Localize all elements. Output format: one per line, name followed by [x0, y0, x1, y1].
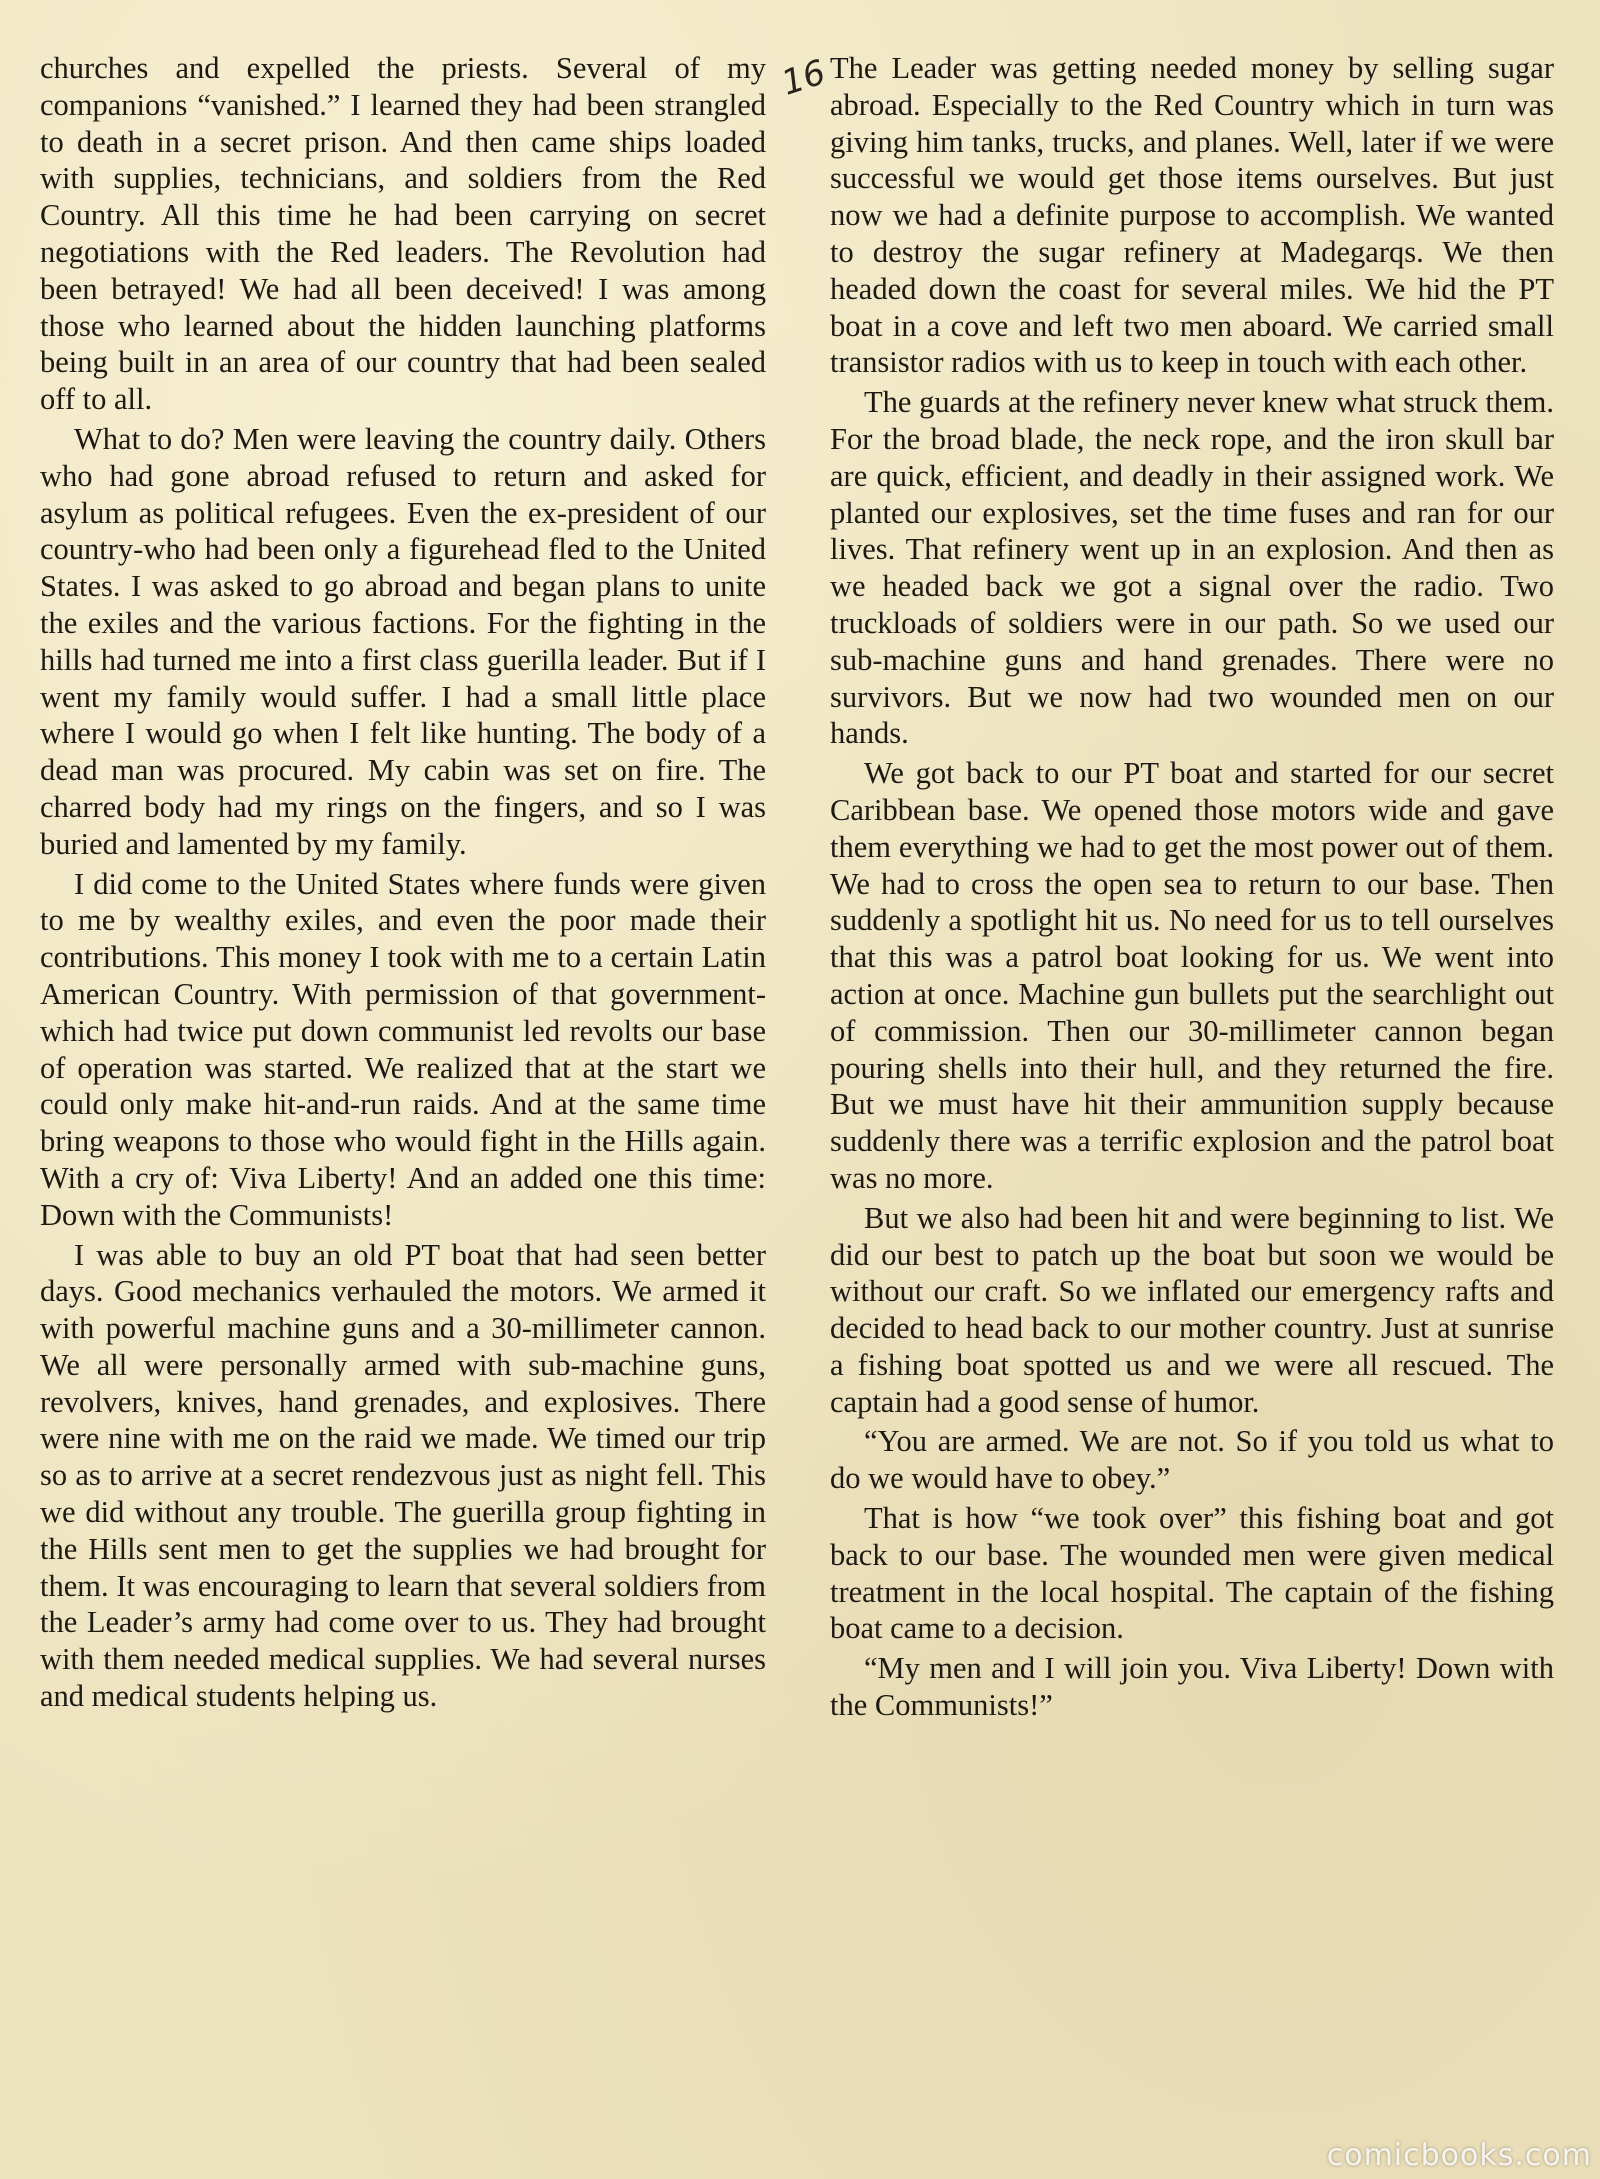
paragraph: We got back to our PT boat and started for our secret Caribbean base. We opened those motors wide and gave them everything we had to get the most power out of them. We had to cross the open sea to return to our base. Then suddenly a spotlight hit us. No need for us to tell ourselves that this was a patrol boat looking for us. We went into action at once. Machine gun bullets put the searchlight out of commission. Then our 30-millimeter cannon began pouring shells into their hull, and they returned the fire. But we must have hit their ammunition supply because suddenly there was a terrific explosion and the patrol boat was no more. [830, 756, 1554, 1195]
paragraph: But we also had been hit and were beginning to list. We did our best to patch up the boat but soon we would be without our craft. So we inflated our emergency rafts and decided to head back to our mother country. Just at sunrise a fishing boat spotted us and we were all rescued. The captain had a good sense of humor. [830, 1200, 1554, 1419]
paragraph: What to do? Men were leaving the country daily. Others who had gone abroad refused to return and asked for asylum as political refugees. Even the ex-president of our country-who had been only a figurehead fled to the United States. I was asked to go abroad and began plans to unite the exiles and the various factions. For the fighting in the hills had turned me into a first class guerilla leader. But if I went my family would suffer. I had a small little place where I would go when I felt like hunting. The body of a dead man was procured. My cabin was set on fire. The charred body had my rings on the fingers, and so I was buried and lamented by my family. [40, 421, 766, 861]
paragraph: That is how “we took over” this fishing boat and got back to our base. The wounded men were given medical treatment in the local hospital. The captain of the fishing boat came to a decision. [830, 1501, 1554, 1646]
watermark: comicbooks.com [1326, 2138, 1592, 2173]
paragraph: I did come to the United States where funds were given to me by wealthy exiles, and even the poor made their contributions. This money I took with me to a certain Latin American Country. With permission of that government-which had twice put down communist led revolts our base of operation was started. We realized that at the start we could only make hit-and-run raids. And at the same time bring weapons to those who would fight in the Hills again. With a cry of: Viva Liberty! And an added one this time: Down with the Communists! [40, 866, 766, 1232]
paragraph: “You are armed. We are not. So if you told us what to do we would have to obey.” [830, 1424, 1554, 1496]
left-text-column [40, 50, 766, 1715]
paragraph: I was able to buy an old PT boat that had seen better days. Good mechanics verhauled the motors. We armed it with powerful machine guns and a 30-millimeter cannon. We all were personally armed with sub-machine guns, revolvers, knives, hand grenades, and explosives. There were nine with me on the raid we made. We timed our trip so as to arrive at a secret rendezvous just as night fell. This we did without any trouble. The guerilla group fighting in the Hills sent men to get the supplies we had brought for them. It was encouraging to learn that several soldiers from the Leader’s army had come over to us. They had brought with them needed medical supplies. We had several nurses and medical students helping us. [40, 1237, 766, 1714]
right-text-column [830, 50, 1554, 1724]
page-number: 16 [776, 52, 831, 104]
paragraph: churches and expelled the priests. Several of my companions “vanished.” I learned they had been strangled to death in a secret prison. And then came ships loaded with supplies, technicians, and soldiers from the Red Country. All this time he had been carrying on secret negotiations with the Red leaders. The Revolution had been betrayed! We had all been deceived! I was among those who learned about the hidden launching platforms being built in an area of our country that had been sealed off to all. [40, 51, 766, 417]
paragraph: The Leader was getting needed money by selling sugar abroad. Especially to the Red Country which in turn was giving him tanks, trucks, and planes. Well, later if we were successful we would get those items ourselves. But just now we had a definite purpose to accomplish. We wanted to destroy the sugar refinery at Madegarqs. We then headed down the coast for several miles. We hid the PT boat in a cove and left two men aboard. We carried small transistor radios with us to keep in touch with each other. [830, 51, 1554, 380]
paragraph: The guards at the refinery never knew what struck them. For the broad blade, the neck rope, and the iron skull bar are quick, efficient, and deadly in their assigned work. We planted our explosives, set the time fuses and ran for our lives. That refinery went up in an explosion. And then as we headed back we got a signal over the radio. Two truckloads of soldiers were in our path. So we used our sub-machine guns and hand grenades. There were no survivors. But we now had two wounded men on our hands. [830, 385, 1554, 751]
paragraph: “My men and I will join you. Viva Liberty! Down with the Communists!” [830, 1651, 1554, 1723]
